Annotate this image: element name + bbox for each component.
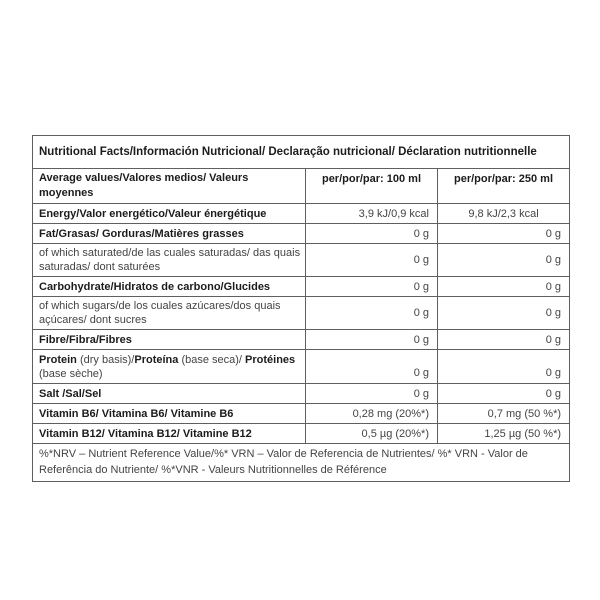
table-body — [33, 136, 570, 482]
value-per-100ml: 0 g — [306, 244, 438, 277]
row-label-segment: (base seca)/ — [178, 353, 246, 366]
value-per-100ml: 0 g — [306, 297, 438, 330]
column-header-per-100ml: per/por/par: 100 ml — [306, 169, 438, 204]
row-label-bold-segment: Protein — [39, 353, 77, 366]
column-header-average-values: Average values/Valores medios/ Valeurs moyennes — [33, 169, 306, 204]
row-label-bold-segment: Vitamin B12/ Vitamina B12/ Vitamine B12 — [39, 427, 252, 440]
table-row-fibre — [33, 330, 570, 350]
value-per-250ml: 0 g — [438, 350, 570, 384]
value-per-250ml: 0 g — [438, 330, 570, 350]
row-label — [33, 277, 306, 297]
value-per-250ml: 9,8 kJ/2,3 kcal — [438, 204, 570, 224]
row-label-segment: (dry basis)/ — [76, 353, 135, 366]
column-header-per-250ml: per/por/par: 250 ml — [438, 169, 570, 204]
value-per-100ml: 0 g — [306, 330, 438, 350]
row-label-segment: of which saturated/de las cuales saturadas/ das quais saturadas/ dont saturées — [39, 247, 301, 273]
row-label-bold-segment: Salt /Sal/Sel — [39, 387, 102, 400]
row-label — [33, 244, 306, 277]
title-row — [33, 136, 570, 169]
table-row-energy — [33, 204, 570, 224]
value-per-100ml: 0 g — [306, 384, 438, 404]
footnote: %*NRV – Nutrient Reference Value/%* VRN – Valor de Referencia de Nutrientes/ %* VRN - Valor de Referência do Nutriente/ %*VNR - Valeurs Nutritionnelles de Référence — [33, 444, 570, 482]
table-row-salt — [33, 384, 570, 404]
table-row-vitamin-b12 — [33, 424, 570, 444]
column-header-row — [33, 169, 570, 204]
row-label — [33, 404, 306, 424]
value-per-250ml: 0 g — [438, 244, 570, 277]
value-per-250ml: 0 g — [438, 224, 570, 244]
row-label — [33, 330, 306, 350]
table-row-saturated — [33, 244, 570, 277]
value-per-100ml: 3,9 kJ/0,9 kcal — [306, 204, 438, 224]
row-label-bold-segment: Fibre/Fibra/Fibres — [39, 333, 132, 346]
row-label-segment: (base sèche) — [39, 367, 103, 380]
row-label-bold-segment: Energy/Valor energético/Valeur énergétique — [39, 207, 267, 220]
row-label-bold-segment: Vitamin B6/ Vitamina B6/ Vitamine B6 — [39, 407, 234, 420]
value-per-250ml: 0 g — [438, 384, 570, 404]
row-label-bold-segment: Carbohydrate/Hidratos de carbono/Glucides — [39, 280, 271, 293]
row-label — [33, 204, 306, 224]
table-row-vitamin-b6 — [33, 404, 570, 424]
row-label — [33, 424, 306, 444]
table-row-protein — [33, 350, 570, 384]
table-row-carbohydrate — [33, 277, 570, 297]
value-per-250ml: 0,7 mg (50 %*) — [438, 404, 570, 424]
value-per-100ml: 0,28 mg (20%*) — [306, 404, 438, 424]
nutrition-facts-table — [32, 135, 570, 482]
value-per-250ml: 0 g — [438, 277, 570, 297]
value-per-100ml: 0,5 µg (20%*) — [306, 424, 438, 444]
row-label-bold-segment: Fat/Grasas/ Gorduras/Matières grasses — [39, 227, 244, 240]
row-label-segment: of which sugars/de los cuales azúcares/dos quais açúcares/ dont sucres — [39, 300, 281, 326]
table-title: Nutritional Facts/Información Nutricional/ Declaração nutricional/ Déclaration nutritionnelle — [33, 136, 570, 169]
row-label — [33, 297, 306, 330]
row-label — [33, 350, 306, 384]
row-label — [33, 224, 306, 244]
table-row-fat — [33, 224, 570, 244]
row-label-bold-segment: Proteína — [134, 353, 179, 366]
footnote-row — [33, 444, 570, 482]
value-per-100ml: 0 g — [306, 350, 438, 384]
table-row-sugars — [33, 297, 570, 330]
row-label — [33, 384, 306, 404]
value-per-250ml: 1,25 µg (50 %*) — [438, 424, 570, 444]
value-per-100ml: 0 g — [306, 277, 438, 297]
value-per-250ml: 0 g — [438, 297, 570, 330]
value-per-100ml: 0 g — [306, 224, 438, 244]
row-label-bold-segment: Protéines — [245, 353, 296, 366]
